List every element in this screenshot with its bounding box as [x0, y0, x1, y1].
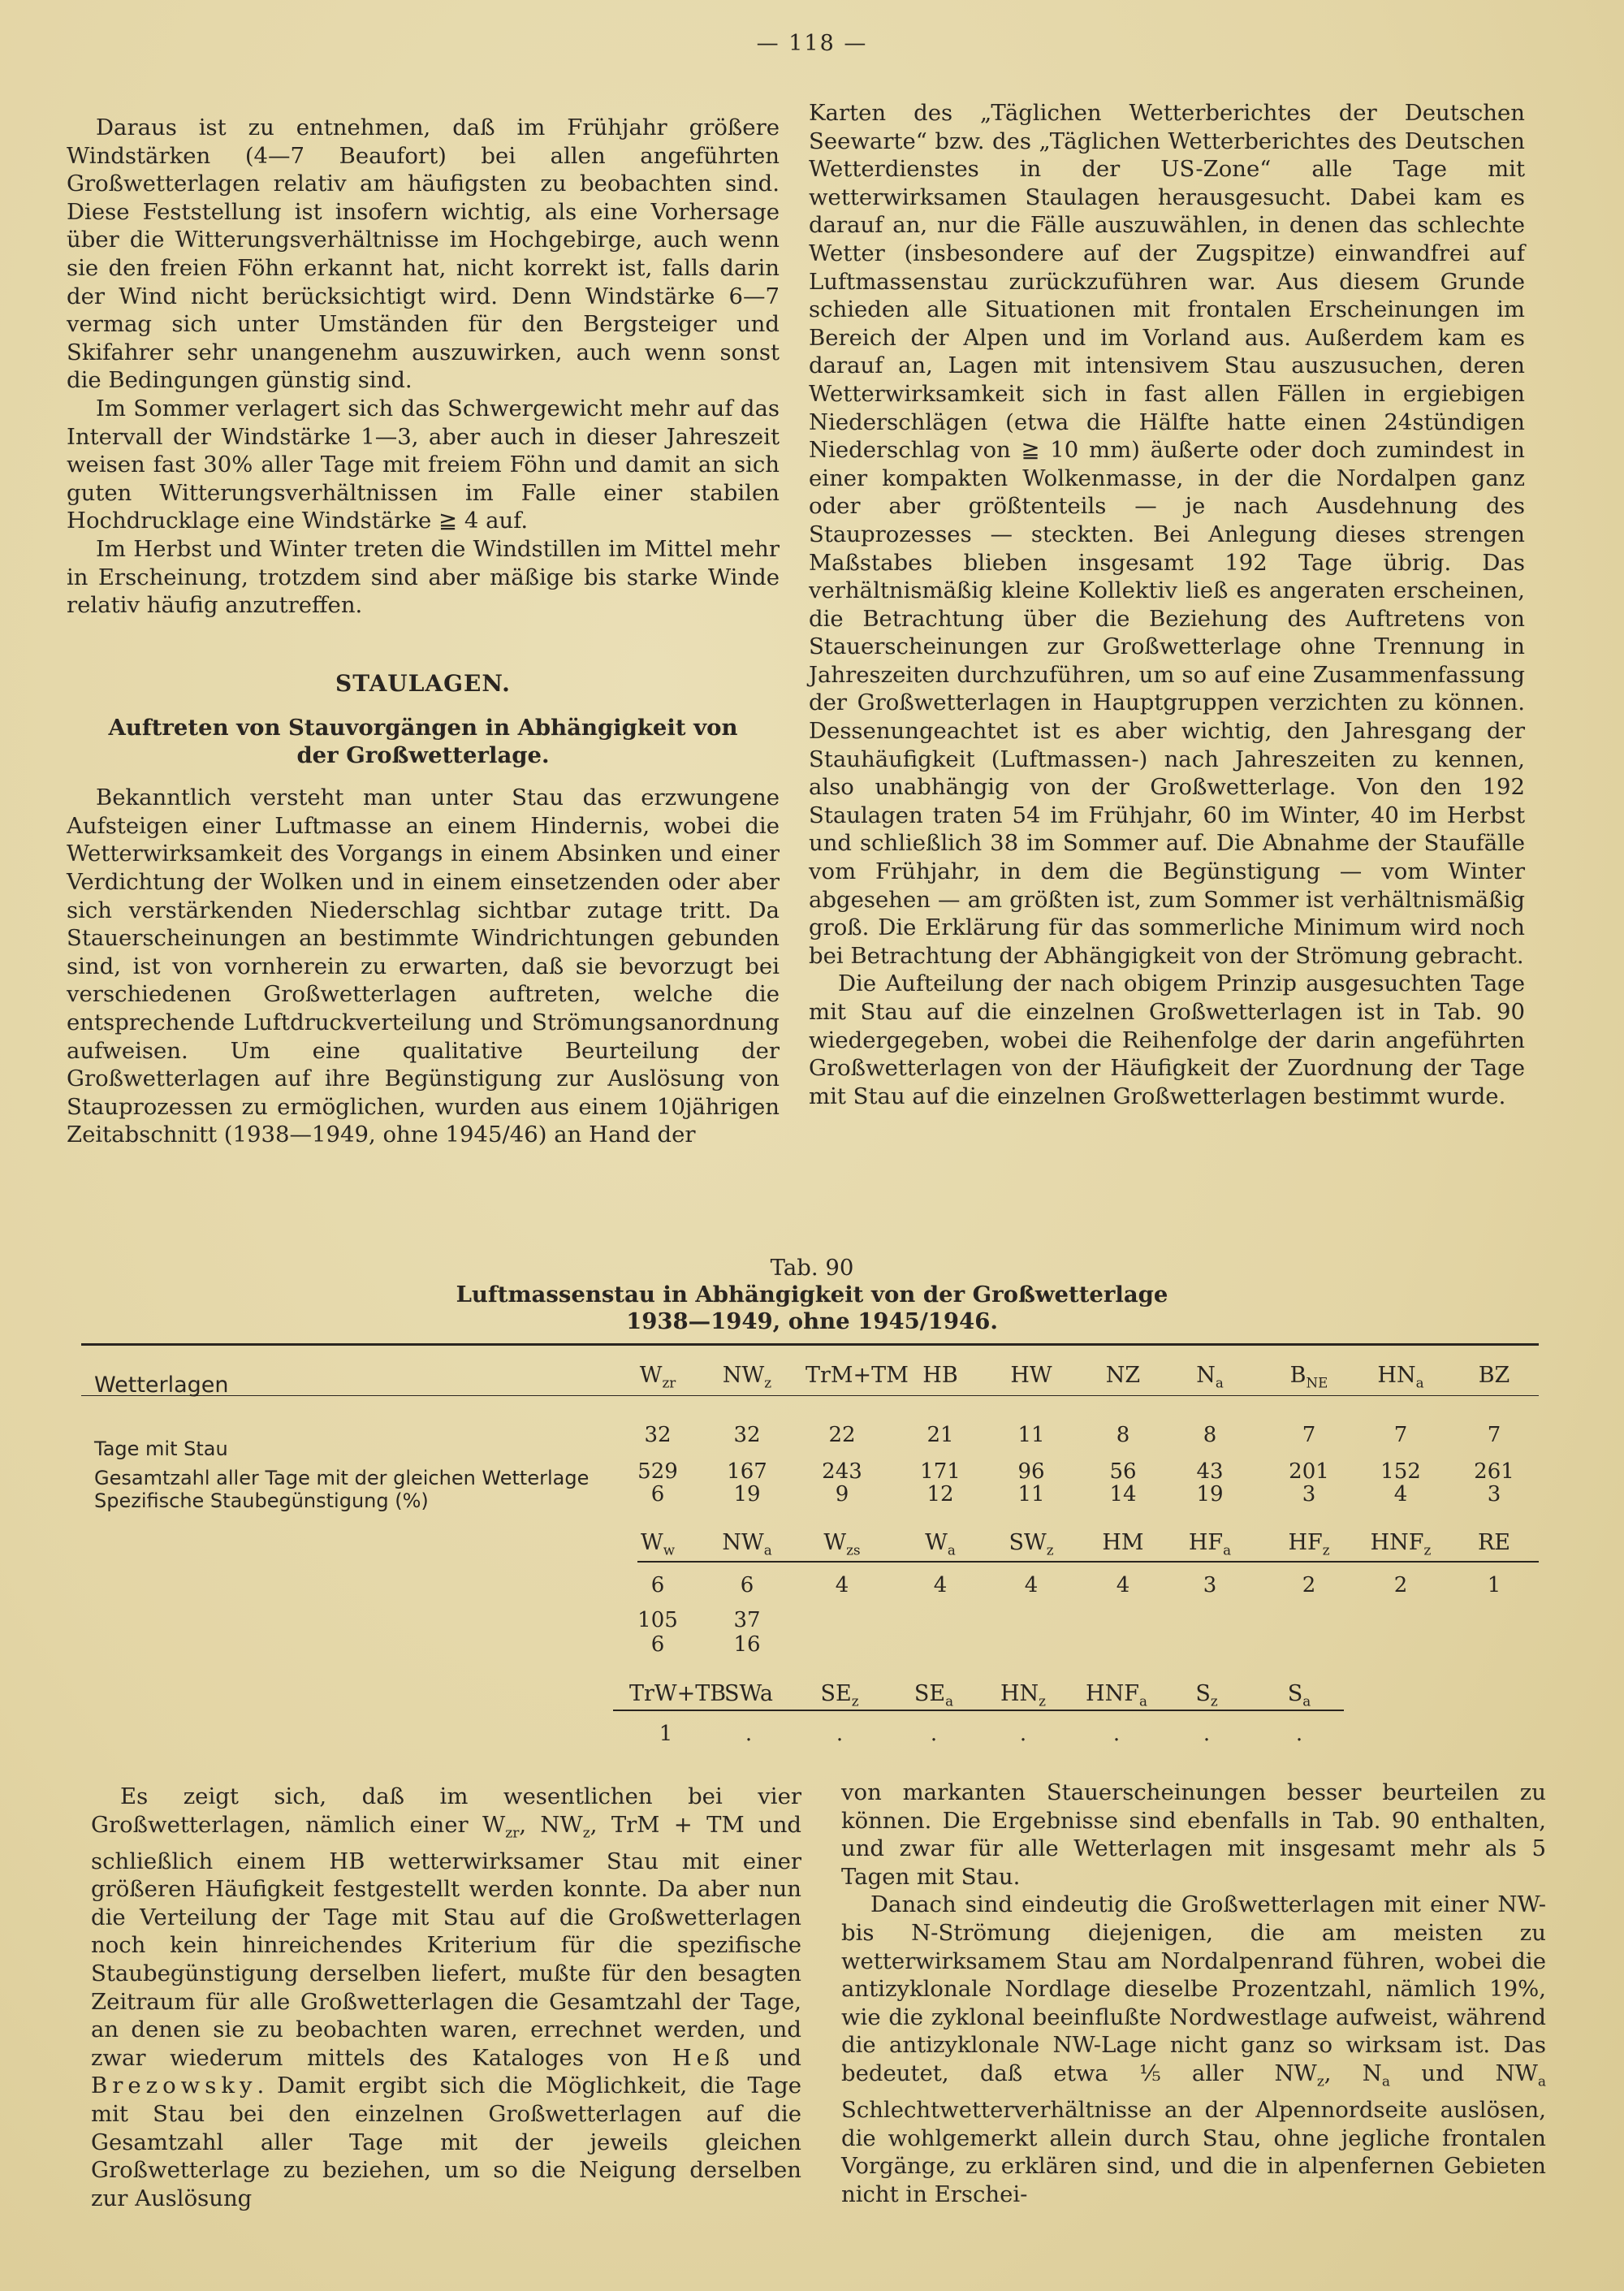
table-cell-gesamt: 171: [920, 1459, 961, 1484]
table-cell-gesamt: 152: [1380, 1459, 1421, 1484]
table-cell-stau: 6: [650, 1573, 665, 1597]
table-top-rule: [81, 1343, 1539, 1346]
table-cell-stau: .: [1019, 1722, 1027, 1746]
column-top-left: [67, 114, 780, 1149]
table-cell-spez: 19: [733, 1482, 761, 1506]
table-cell-stau: 3: [1203, 1573, 1217, 1597]
column-header: $HNF_z$: [1370, 1530, 1432, 1558]
column-header: $W_a$: [925, 1530, 956, 1558]
table-cell-spez: 16: [733, 1632, 761, 1657]
column-bottom-right: [841, 1779, 1546, 2208]
column-header: $NW_z$: [722, 1363, 772, 1391]
table-cell-gesamt: 243: [822, 1459, 862, 1484]
paragraph: Daraus ist zu entnehmen, daß im Frühjahr größere Windstärken (4—7 Beaufort) bei allen angeführten Großwetterlagen relativ am häufigsten zu beobachten sind. Diese Feststellung ist insofern wichtig, als eine Vorhersage über die Witterungsverhältnisse im Hochgebirge, auch wenn sie den freien Föhn erkannt hat, nicht korrekt ist, falls darin der Wind nicht berücksichtigt wird. Denn Windstärke 6—7 vermag sich unter Umständen für den Bergsteiger und Skifahrer sehr unangenehm auszuwirken, auch wenn sonst die Bedingungen günstig sind.: [67, 115, 780, 394]
table-subheader-rule: [613, 1710, 1344, 1711]
table-cell-stau: 4: [835, 1573, 849, 1597]
paragraph: Es zeigt sich, daß im wesentlichen bei vier Großwetterlagen, nämlich einer $W_{zr}$, $NW_z$, TrM + TM und schließlich einem HB wetterwirksamer Stau mit einer größeren Häufigkeit festgestellt werden konnte. Da aber nun die Verteilung der Tage mit Stau auf die Großwetterlagen noch kein hinreichendes Kriterium für die spezifische Staubegünstigung derselben liefert, mußte für den besagten Zeitraum für alle Großwetterlagen die Gesamtzahl der Tage, an denen sie zu beobachten waren, errechnet werden, und zwar wiederum mittels des Kataloges von Heß und Brezowsky. Damit ergibt sich die Möglichkeit, die Tage mit Stau bei den einzelnen Großwetterlagen auf die Gesamtzahl aller Tage mit der jeweils gleichen Großwetterlage zu beziehen, um so die Neigung derselben zur Auslösung: [91, 1783, 802, 2211]
column-header: $SE_a$: [914, 1681, 954, 1710]
table-cell-spez: 14: [1109, 1482, 1137, 1506]
table-cell-stau: 8: [1203, 1423, 1217, 1447]
column-header: HM: [1102, 1530, 1144, 1555]
author-name: Heß: [672, 2044, 735, 2071]
table-cell-stau: 11: [1017, 1423, 1045, 1447]
column-header: BZ: [1478, 1363, 1510, 1388]
table-cell-stau: .: [1112, 1722, 1121, 1746]
table-cell-spez: 6: [650, 1632, 665, 1657]
table-cell-stau: 8: [1116, 1423, 1130, 1447]
table-cell-gesamt: 261: [1474, 1459, 1514, 1484]
table-cell-gesamt: 201: [1289, 1459, 1329, 1484]
table-cell-spez: 9: [835, 1482, 849, 1506]
table-header-rule: [81, 1395, 1539, 1396]
table-cell-stau: .: [836, 1722, 844, 1746]
table-cell-stau: 2: [1302, 1573, 1316, 1597]
table-label: Tab. 90: [770, 1255, 854, 1281]
table-cell-stau: 2: [1393, 1573, 1408, 1597]
table-cell-stau: 4: [1116, 1573, 1130, 1597]
column-header: $HNF_a$: [1086, 1681, 1147, 1710]
column-header: SWa: [724, 1681, 773, 1706]
column-bottom-left: [91, 1783, 801, 2212]
column-header: $HF_z$: [1288, 1530, 1330, 1558]
row-label-gesamtzahl: Gesamtzahl aller Tage mit der gleichen Wetterlage: [94, 1467, 590, 1489]
table-cell-spez: 19: [1196, 1482, 1224, 1506]
table-cell-gesamt: 56: [1109, 1459, 1137, 1484]
column-header: $W_{zr}$: [639, 1363, 676, 1391]
table-cell-stau: 4: [1024, 1573, 1039, 1597]
column-header: HB: [922, 1363, 958, 1388]
table-cell-stau: 32: [644, 1423, 672, 1447]
section-heading: STAULAGEN.: [335, 669, 511, 697]
column-header: $W_{zs}$: [823, 1530, 861, 1558]
table-cell-spez: 4: [1393, 1482, 1408, 1506]
column-header: TrM+TM: [806, 1363, 909, 1388]
table-cell-stau: 7: [1302, 1423, 1316, 1447]
table-cell-gesamt: 96: [1017, 1459, 1045, 1484]
column-header: $N_a$: [1196, 1363, 1224, 1391]
table-cell-spez: 3: [1487, 1482, 1501, 1506]
table-cell-gesamt: 37: [733, 1608, 761, 1632]
column-header: $HN_a$: [1377, 1363, 1424, 1391]
column-header: $SW_z$: [1009, 1530, 1054, 1558]
page-number: — 118 —: [756, 31, 868, 56]
table-cell-gesamt: 167: [727, 1459, 767, 1484]
column-header: $NW_a$: [722, 1530, 772, 1558]
row-label-tage-mit-stau: Tage mit Stau: [94, 1437, 228, 1460]
table-cell-spez: 3: [1302, 1482, 1316, 1506]
author-name: Brezowsky: [91, 2073, 257, 2099]
table-cell-stau: 1: [659, 1722, 673, 1746]
column-header: $S_a$: [1287, 1681, 1311, 1710]
row-label-staubeguenstigung: Spezifische Staubegünstigung (%): [94, 1489, 429, 1512]
paragraph: von markanten Stauerscheinungen besser beurteilen zu können. Die Ergebnisse sind ebenfalls in Tab. 90 enthalten, und zwar für alle Wetterlagen mit insgesamt mehr als 5 Tagen mit Stau.: [841, 1779, 1546, 1890]
column-header: $S_z$: [1195, 1681, 1218, 1710]
column-header: HW: [1010, 1363, 1052, 1388]
table-cell-gesamt: 105: [637, 1608, 678, 1632]
paragraph: Karten des „Täglichen Wetterberichtes der Deutschen Seewarte“ bzw. des „Täglichen Wetterberichtes des Deutschen Wetterdienstes in der US-Zone“ alle Tage mit wetterwirksamen Staulagen herausgesucht. Dabei kam es darauf an, nur die Fälle auszuwählen, in denen das schlechte Wetter (insbesondere auf der Zugspitze) einwandfrei auf Luftmassenstau zurückzuführen war. Aus diesem Grunde schieden alle Situationen mit frontalen Erscheinungen im Bereich der Alpen und im Vorland aus. Außerdem kam es darauf an, Lagen mit intensivem Stau auszusuchen, deren Wetterwirksamkeit sich in fast allen Fällen in ergiebigen Niederschlägen (etwa die Hälfte hatte einen 24stündigen Niederschlag von ≧ 10 mm) äußerte oder doch zumindest in einer kompakten Wolkenmasse, in der die Nordalpen ganz oder aber größtenteils — je nach Ausdehnung des Stauprozesses — steckten. Bei Anlegung dieses strengen Maßstabes blieben insgesamt 192 Tage übrig. Das verhältnismäßig kleine Kollektiv ließ es angeraten erscheinen, die Betrachtung über die Beziehung des Auftretens von Stauerscheinungen zur Großwetterlage ohne Trennung in Jahreszeiten durchzuführen, um so auf eine Zusammenfassung der Großwetterlagen in Hauptgruppen verzichten zu können. Dessenungeachtet ist es aber wichtig, den Jahresgang der Stauhäufigkeit (Luftmassen-) nach Jahreszeiten zu kennen, also unabhängig von der Großwetterlage. Von den 192 Staulagen traten 54 im Frühjahr, 60 im Winter, 40 im Herbst und schließlich 38 im Sommer auf. Die Abnahme der Staufälle vom Frühjahr, in dem die Begünstigung — vom Winter abgesehen — am größten ist, zum Sommer ist verhältnismäßig groß. Die Erklärung für das sommerliche Minimum wird noch bei Betrachtung der Abhängigkeit von der Strömung gebracht.: [809, 100, 1525, 969]
table-cell-stau: .: [930, 1722, 938, 1746]
table-caption: [0, 1255, 1624, 1335]
table-title: Luftmassenstau in Abhängigkeit von der Großwetterlage: [456, 1282, 1168, 1308]
table-cell-stau: 1: [1487, 1573, 1501, 1597]
table-cell-gesamt: 43: [1196, 1459, 1224, 1484]
column-header: $SE_z$: [820, 1681, 859, 1710]
table-cell-stau: 7: [1487, 1423, 1501, 1447]
table-cell-stau: 7: [1393, 1423, 1408, 1447]
column-header: NZ: [1105, 1363, 1141, 1388]
table-cell-spez: 11: [1017, 1482, 1045, 1506]
column-top-right: [809, 99, 1525, 1110]
column-header: TrW+TB: [629, 1681, 727, 1706]
column-header: RE: [1477, 1530, 1511, 1555]
paragraph: Im Sommer verlagert sich das Schwergewicht mehr auf das Intervall der Windstärke 1—3, aber auch in dieser Jahreszeit weisen fast 30% aller Tage mit freiem Föhn und damit an sich guten Witterungsverhältnissen im Falle einer stabilen Hochdrucklage eine Windstärke ≧ 4 auf.: [67, 395, 780, 534]
table-cell-stau: 22: [828, 1423, 856, 1447]
table-cell-spez: 6: [650, 1482, 665, 1506]
table-cell-stau: 6: [740, 1573, 754, 1597]
paragraph: Die Aufteilung der nach obigem Prinzip ausgesuchten Tage mit Stau auf die einzelnen Großwetterlagen ist in Tab. 90 wiedergegeben, wobei die Reihenfolge der darin angeführten Großwetterlagen von der Häufigkeit der Zuordnung der Tage mit Stau auf die einzelnen Großwetterlagen bestimmt wurde.: [809, 970, 1525, 1109]
table-header-label: Wetterlagen: [94, 1372, 229, 1398]
column-header: $W_w$: [640, 1530, 676, 1558]
table-cell-spez: 12: [926, 1482, 954, 1506]
table-subtitle: 1938—1949, ohne 1945/1946.: [626, 1308, 998, 1334]
paragraph: Im Herbst und Winter treten die Windstillen im Mittel mehr in Erscheinung, trotzdem sind aber mäßige bis starke Winde relativ häufig anzutreffen.: [67, 535, 780, 619]
table-cell-gesamt: 529: [637, 1459, 678, 1484]
table-cell-stau: 4: [933, 1573, 948, 1597]
subsection-heading: Auftreten von Stauvorgängen in Abhängigkeit von der Großwetterlage.: [108, 715, 738, 769]
table-cell-stau: 21: [926, 1423, 954, 1447]
table-cell-stau: .: [1295, 1722, 1303, 1746]
table-cell-stau: 32: [733, 1423, 761, 1447]
table-cell-stau: .: [745, 1722, 753, 1746]
paragraph: Danach sind eindeutig die Großwetterlagen mit einer NW- bis N-Strömung diejenigen, die am meisten zu wetterwirksamem Stau am Nordalpenrand führen, wobei die antizyklonale Nordlage dieselbe Prozentzahl, nämlich 19%, wie die zyklonal beeinflußte Nordwestlage aufweist, während die antizyklonale NW-Lage nicht ganz so wirksam ist. Das bedeutet, daß etwa ⅕ aller $NW_z$, $N_a$ und $NW_a$ Schlechtwetterverhältnisse an der Alpennordseite auslösen, die wohlgemerkt allein durch Stau, ohne jegliche frontalen Vorgänge, zu erklären sind, und die in alpenfernen Gebieten nicht in Erschei-: [841, 1891, 1546, 2207]
column-header: $HF_a$: [1188, 1530, 1232, 1558]
table-subheader-rule: [637, 1561, 1539, 1563]
table-cell-stau: .: [1203, 1722, 1211, 1746]
paragraph: Bekanntlich versteht man unter Stau das erzwungene Aufsteigen einer Luftmasse an einem Hindernis, wobei die Wetterwirksamkeit des Vorgangs in einem Absinken und einer Verdichtung der Wolken und in einem einsetzenden oder aber sich verstärkenden Niederschlag sichtbar zutage tritt. Da Stauerscheinungen an bestimmte Windrichtungen gebunden sind, ist von vornherein zu erwarten, daß sie bevorzugt bei verschiedenen Großwetterlagen auftreten, welche die entsprechende Luftdruckverteilung und Strömungsanordnung aufweisen. Um eine qualitative Beurteilung der Großwetterlagen auf ihre Begünstigung zur Auslösung von Stauprozessen zu ermöglichen, wurden aus einem 10jährigen Zeitabschnitt (1938—1949, ohne 1945/46) an Hand der: [67, 785, 780, 1148]
column-header: $HN_z$: [1000, 1681, 1046, 1710]
column-header: $B_{NE}$: [1289, 1363, 1328, 1391]
